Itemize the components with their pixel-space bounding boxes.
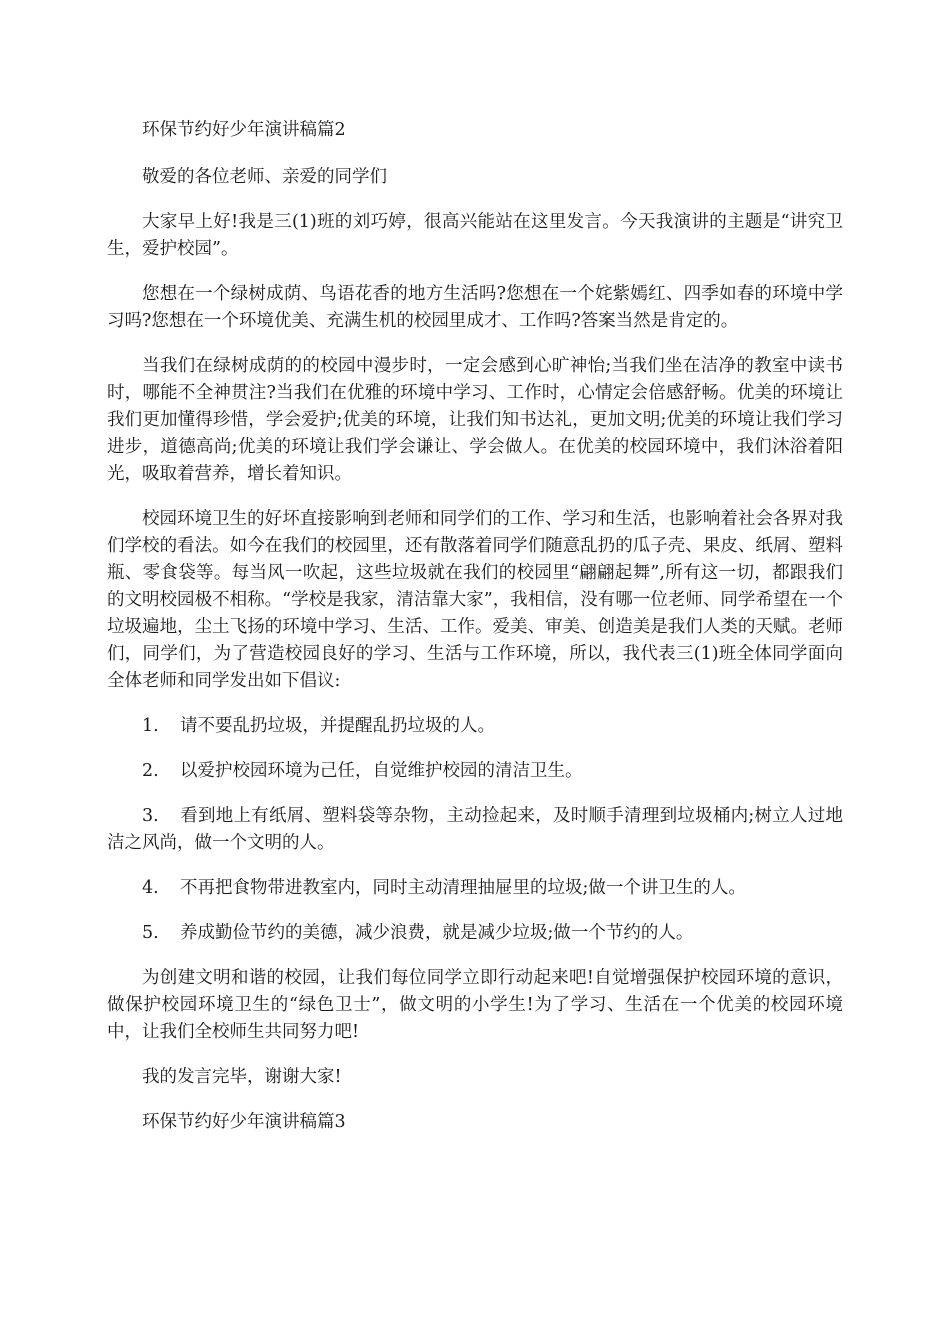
proposal-text: 不再把食物带进教室内，同时主动清理抽屉里的垃圾;做一个讲卫生的人。 xyxy=(180,878,746,898)
proposal-item xyxy=(107,920,843,947)
proposal-number: 2. xyxy=(142,761,159,781)
paragraph-questions: 您想在一个绿树成荫、鸟语花香的地方生活吗?您想在一个姹紫嫣红、四季如春的环境中学习吗?您想在一个环境优美、充满生机的校园里成才、工作吗?答案当然是肯定的。 xyxy=(107,284,843,331)
proposal-item xyxy=(107,758,843,785)
proposal-text: 请不要乱扔垃圾，并提醒乱扔垃圾的人。 xyxy=(180,716,495,736)
paragraph-hygiene: 校园环境卫生的好坏直接影响到老师和同学们的工作、学习和生活，也影响着社会各界对我们学校的看法。如今在我们的校园里，还有散落着同学们随意乱扔的瓜子壳、果皮、纸屑、塑料瓶、零食袋等。每当风一吹起，这些垃圾就在我们的校园里“翩翩起舞”,所有这一切，都跟我们的文明校园极不相称。“学校是我家，清洁靠大家”，我相信，没有哪一位老师、同学希望在一个垃圾遍地，尘土飞扬的环境中学习、生活、工作。爱美、审美、创造美是我们人类的天赋。老师们，同学们，为了营造校园良好的学习、生活与工作环境，所以，我代表三(1)班全体同学面向全体老师和同学发出如下倡议: xyxy=(107,509,843,691)
proposal-number: 4. xyxy=(142,878,159,898)
next-section-title: 环保节约好少年演讲稿篇3 xyxy=(142,1112,346,1132)
paragraph-environment: 当我们在绿树成荫的的校园中漫步时，一定会感到心旷神怡;当我们坐在洁净的教室中读书时，哪能不全神贯注?当我们在优雅的环境中学习、工作时，心情定会倍感舒畅。优美的环境让我们更加懂得珍惜，学会爱护;优美的环境，让我们知书达礼，更加文明;优美的环境让我们学习进步，道德高尚;优美的环境让我们学会谦让、学会做人。在优美的校园环境中，我们沐浴着阳光，吸取着营养，增长着知识。 xyxy=(107,356,843,484)
salutation: 敬爱的各位老师、亲爱的同学们 xyxy=(142,167,387,187)
paragraph-ending: 我的发言完毕，谢谢大家! xyxy=(142,1067,342,1087)
proposal-text: 以爱护校园环境为己任，自觉维护校园的清洁卫生。 xyxy=(180,761,583,781)
proposal-number: 3. xyxy=(142,806,159,826)
proposal-item xyxy=(107,875,843,902)
paragraph-intro: 大家早上好!我是三(1)班的刘巧婷，很高兴能站在这里发言。今天我演讲的主题是“讲究卫生，爱护校园”。 xyxy=(107,212,843,259)
proposal-number: 1. xyxy=(142,716,159,736)
paragraph-closing: 为创建文明和谐的校园，让我们每位同学立即行动起来吧!自觉增强保护校园环境的意识，做保护校园环境卫生的“绿色卫士”，做文明的小学生!为了学习、生活在一个优美的校园环境中，让我们全校师生共同努力吧! xyxy=(107,968,843,1042)
proposal-item xyxy=(107,803,843,857)
proposal-text: 看到地上有纸屑、塑料袋等杂物，主动捡起来，及时顺手清理到垃圾桶内;树立人过地洁之风尚，做一个文明的人。 xyxy=(107,806,843,853)
proposal-item xyxy=(107,713,843,740)
proposal-text: 养成勤俭节约的美德，减少浪费，就是减少垃圾;做一个节约的人。 xyxy=(180,923,694,943)
document-page xyxy=(107,117,843,1154)
section-title: 环保节约好少年演讲稿篇2 xyxy=(142,120,346,140)
proposal-number: 5. xyxy=(142,923,159,943)
